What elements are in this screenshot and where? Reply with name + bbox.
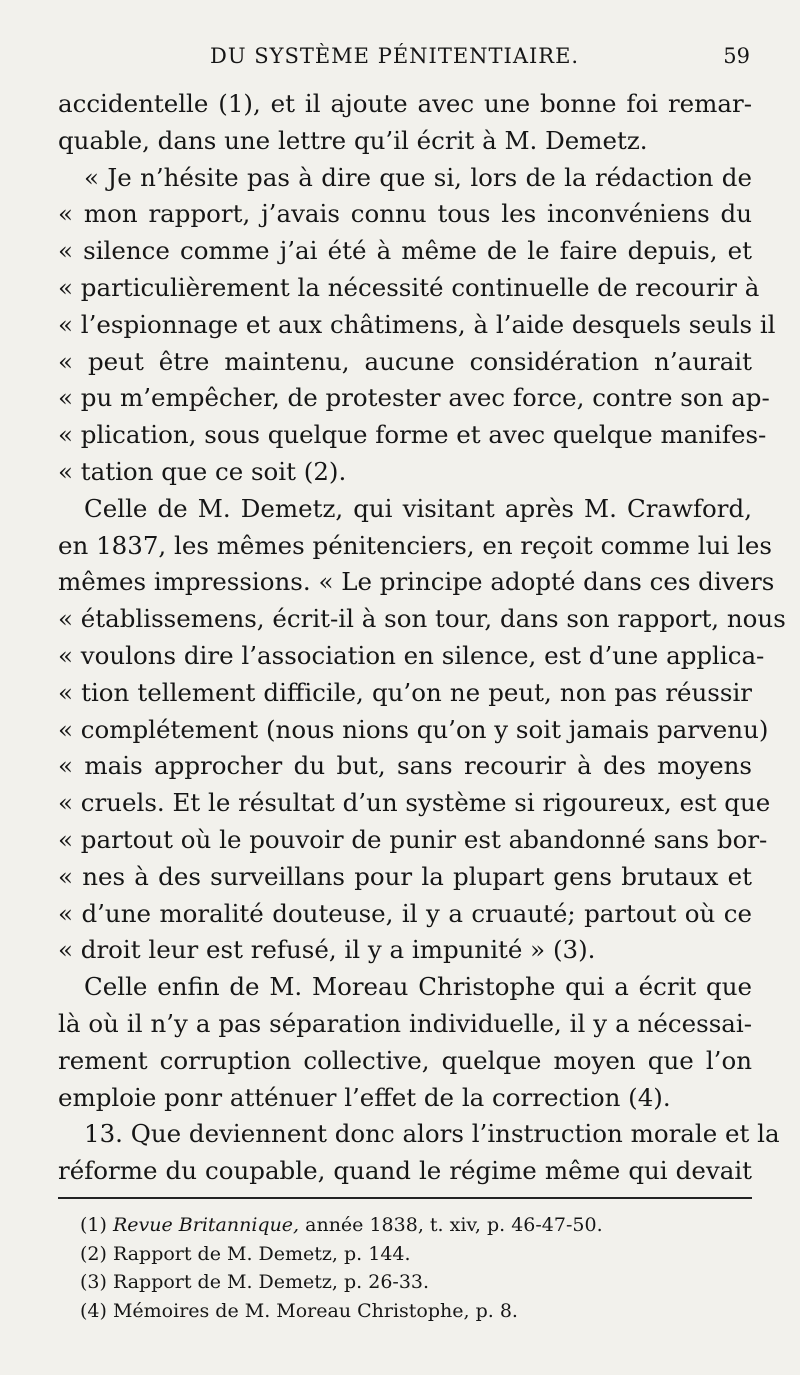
text-line: « peut être maintenu, aucune considération n’aurait [58, 346, 752, 376]
text-line: « cruels. Et le résultat d’un système si rigoureux, est que [58, 788, 771, 818]
text-line: « mais approcher du but, sans recourir à des moyens [58, 751, 752, 781]
text-line: « nes à des surveillans pour la plupart gens brutaux et [58, 861, 752, 891]
text-line: là où il n’y a pas séparation individuelle, il y a nécessai- [58, 1008, 752, 1038]
text-line: mêmes impressions. « Le principe adopté dans ces divers [58, 567, 775, 597]
footnote-number: (1) [80, 1214, 107, 1236]
footnote-text: année 1838, t. xiv, p. 46-47-50. [299, 1214, 603, 1236]
text-line: « mon rapport, j’avais connu tous les inconvéniens du [58, 199, 752, 229]
footnote-2 [80, 1240, 752, 1269]
footnote-3 [80, 1268, 752, 1297]
text-line: « d’une moralité douteuse, il y a cruauté; partout où ce [58, 898, 752, 928]
text-line: « l’espionnage et aux châtimens, à l’aide desquels seuls il [58, 309, 776, 339]
text-line: « tation que ce soit (2). [58, 456, 347, 486]
footnote-text: Rapport de M. Demetz, p. 26-33. [106, 1271, 430, 1293]
text-line: rement corruption collective, quelque moyen que l’on [58, 1045, 752, 1075]
text-line: « établissemens, écrit-il à son tour, dans son rapport, nous [58, 604, 786, 634]
text-line: « voulons dire l’association en silence, est d’une applica- [58, 640, 765, 670]
text-line: « plication, sous quelque forme et avec quelque manifes- [58, 420, 767, 450]
text-line: « Je n’hésite pas à dire que si, lors de la rédaction de [84, 162, 752, 192]
text-line: accidentelle (1), et il ajoute avec une bonne foi remar- [58, 89, 752, 118]
text-line: Celle de M. Demetz, qui visitant après M. Crawford, [84, 493, 752, 523]
text-line: « silence comme j’ai été à même de le faire depuis, et [58, 236, 752, 266]
text-line: « partout où le pouvoir de punir est abandonné sans bor- [58, 824, 768, 854]
text-line: en 1837, les mêmes pénitenciers, en reçoit comme lui les [58, 530, 772, 560]
footnote-text: Rapport de M. Demetz, p. 144. [106, 1242, 411, 1265]
footnote-text: Mémoires de M. Moreau Christophe, p. 8. [106, 1299, 518, 1322]
running-title: DU SYSTÈME PÉNITENTIAIRE. [210, 44, 580, 68]
body-text [58, 86, 786, 1190]
text-line: Celle enfin de M. Moreau Christophe qui a écrit que [84, 972, 752, 1002]
text-line: « pu m’empêcher, de protester avec force, contre son ap- [58, 383, 770, 413]
text-line: « complétement (nous nions qu’on y soit jamais parvenu) [58, 714, 769, 744]
text-line: « tion tellement difficile, qu’on ne peut, non pas réussir [58, 677, 752, 707]
text-line: emploie ponr atténuer l’effet de la correction (4). [58, 1082, 671, 1112]
page-number: 59 [723, 44, 750, 68]
footnote-number: (3) [80, 1271, 107, 1293]
footnotes [80, 1211, 752, 1325]
page-header [60, 44, 750, 74]
text-line: réforme du coupable, quand le régime même qui devait [58, 1156, 752, 1186]
footnote-1 [80, 1211, 752, 1240]
footnote-number: (2) [80, 1242, 107, 1265]
footnote-4 [80, 1297, 752, 1326]
footnote-number: (4) [80, 1299, 107, 1322]
footnote-italic: Revue Britannique, [112, 1214, 300, 1236]
text-line: « particulièrement la nécessité continuelle de recourir à [58, 272, 760, 302]
text-line: 13. Que deviennent donc alors l’instruction morale et la [84, 1119, 780, 1149]
text-line: « droit leur est refusé, il y a impunité » (3). [58, 935, 596, 965]
text-line: quable, dans une lettre qu’il écrit à M. Demetz. [58, 125, 648, 155]
footnote-divider [58, 1197, 752, 1199]
